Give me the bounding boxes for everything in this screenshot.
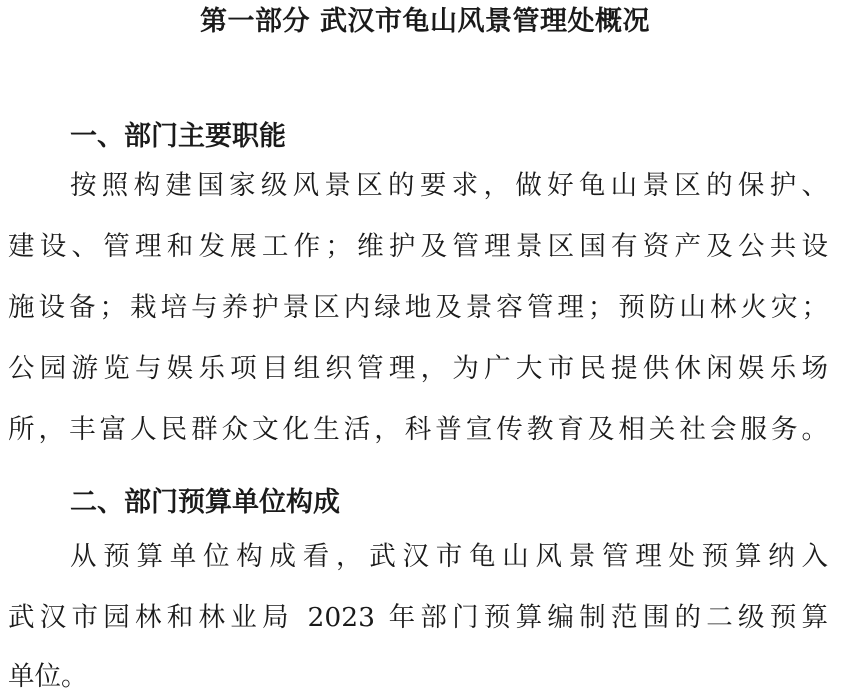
- page-title: 第一部分 武汉市龟山风景管理处概况: [200, 6, 650, 37]
- paragraph-line: 施设备；栽培与养护景区内绿地及景容管理；预防山林火灾；: [8, 292, 828, 323]
- paragraph-line: 建设、管理和发展工作；维护及管理景区国有资产及公共设: [8, 231, 828, 262]
- paragraph-line: 所，丰富人民群众文化生活，科普宣传教育及相关社会服务。: [8, 414, 828, 445]
- paragraph-line: 从预算单位构成看，武汉市龟山风景管理处预算纳入: [70, 541, 828, 572]
- paragraph-line: 公园游览与娱乐项目组织管理，为广大市民提供休闲娱乐场: [8, 353, 828, 384]
- paragraph-line: 单位。: [8, 661, 88, 692]
- section-heading-functions: 一、部门主要职能: [70, 121, 286, 152]
- paragraph-line: 按照构建国家级风景区的要求，做好龟山景区的保护、: [70, 170, 828, 201]
- section-heading-budget-units: 二、部门预算单位构成: [70, 487, 340, 518]
- paragraph-line: 武汉市园林和林业局 2023 年部门预算编制范围的二级预算: [8, 602, 828, 633]
